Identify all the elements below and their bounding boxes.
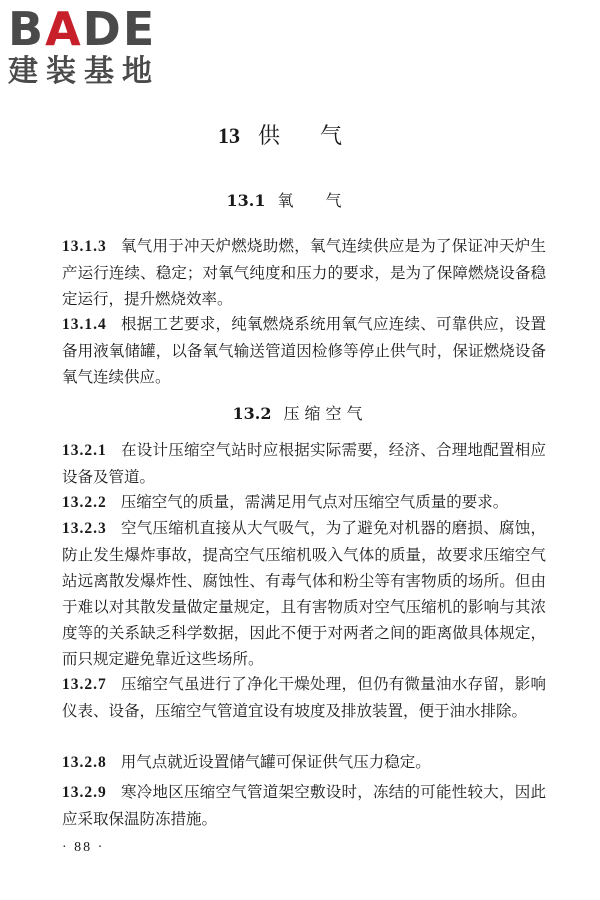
clause-number: 13.2.1 — [62, 442, 107, 459]
clause-13-2-8 — [62, 749, 546, 776]
chapter-title — [0, 122, 600, 151]
clause-number: 13.1.4 — [62, 316, 107, 333]
clause-13-2-2 — [62, 489, 546, 516]
clause-text: 氧气用于冲天炉燃烧助燃，氧气连续供应是为了保证冲天炉生产运行连续、稳定；对氧气纯度和压力的要求，是为了保障燃烧设备稳定运行，提升燃烧效率。 — [62, 237, 546, 308]
chapter-number: 13 — [217, 123, 240, 148]
page-number: · 88 · — [62, 840, 105, 855]
clause-13-2-9 — [62, 779, 546, 832]
section-title-13-1 — [0, 190, 600, 212]
clause-text: 在设计压缩空气站时应根据实际需要，经济、合理地配置相应设备及管道。 — [62, 441, 546, 486]
clause-text: 压缩空气的质量，需满足用气点对压缩空气质量的要求。 — [120, 493, 509, 511]
logo-wordmark: BADE — [8, 2, 157, 56]
section-name: 氧气 — [277, 191, 374, 210]
section-number: 13.1 — [226, 191, 266, 210]
section-title-13-2 — [0, 403, 600, 425]
logo-chinese-text: 建装基地 — [8, 54, 160, 89]
clause-text: 寒冷地区压缩空气管道架空敷设时，冻结的可能性较大，因此应采取保温防冻措施。 — [62, 783, 546, 828]
clause-text: 用气点就近设置储气罐可保证供气压力稳定。 — [120, 753, 431, 771]
clause-13-2-3 — [62, 515, 546, 672]
clause-number: 13.2.3 — [62, 520, 107, 537]
publisher-logo — [8, 4, 178, 90]
clause-13-1-4 — [62, 311, 546, 390]
clause-13-1-3 — [62, 233, 546, 312]
clause-number: 13.2.2 — [62, 494, 107, 511]
clause-number: 13.2.7 — [62, 676, 107, 693]
clause-text: 空气压缩机直接从大气吸气，为了避免对机器的磨损、腐蚀，防止发生爆炸事故，提高空气压缩机吸入气体的质量，故要求压缩空气站远离散发爆炸性、腐蚀性、有毒气体和粉尘等有害物质的场所。但由于难以对其散发量做定量规定，且有害物质对空气压缩机的影响与其浓度等的关系缺乏科学数据，因此不便于对两者之间的距离做具体规定，而只规定避免靠近这些场所。 — [62, 519, 546, 668]
clause-number: 13.2.9 — [62, 784, 107, 801]
clause-text: 根据工艺要求，纯氧燃烧系统用氧气应连续、可靠供应，设置备用液氧储罐，以备氧气输送管道因检修等停止供气时，保证燃烧设备氧气连续供应。 — [62, 315, 546, 386]
chapter-name: 供气 — [257, 124, 382, 149]
clause-13-2-1 — [62, 437, 546, 490]
section-name: 压缩空气 — [283, 404, 368, 423]
section-number: 13.2 — [232, 404, 272, 423]
clause-text: 压缩空气虽进行了净化干燥处理，但仍有微量油水存留，影响仪表、设备，压缩空气管道宜设有坡度及排放装置，便于油水排除。 — [62, 675, 546, 720]
clause-13-2-7 — [62, 671, 546, 724]
clause-number: 13.1.3 — [62, 238, 107, 255]
clause-number: 13.2.8 — [62, 754, 107, 771]
